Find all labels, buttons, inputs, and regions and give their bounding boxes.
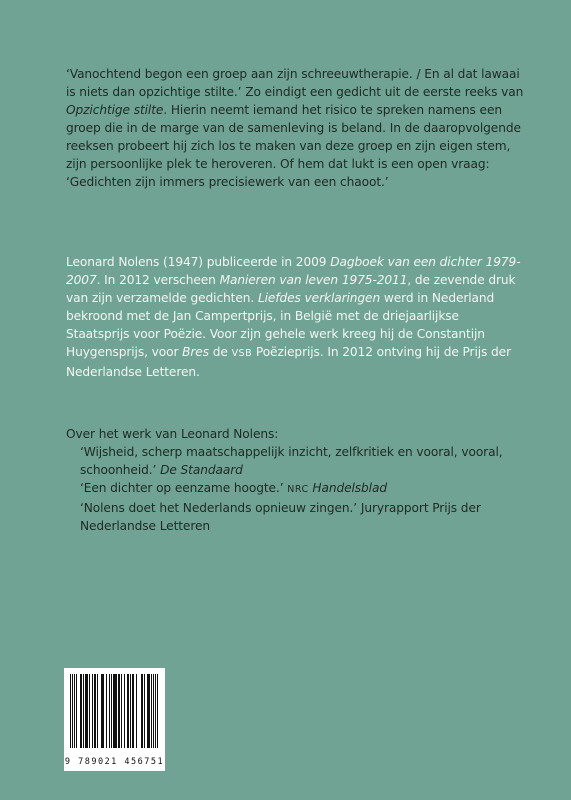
review-quote-3 <box>66 499 526 535</box>
bio-text-6: Poëzieprijs. In 2012 ontving hij de Prijs der Nederlandse Letteren. <box>66 345 511 379</box>
barcode-stripe <box>157 674 158 748</box>
bio-title-4: Bres <box>182 345 209 359</box>
review-quote-1 <box>66 443 526 479</box>
isbn-barcode <box>64 668 165 771</box>
barcode-bars <box>70 674 159 748</box>
blurb-text-rest: . Hierin neemt iemand het risico te spreken namens een groep die in de marge van de samenleving is beland. In de daaropvolgende reeksen probeert hij zich los te maken van deze groep en zijn eigen stem, zijn persoonlijke plek te heroveren. Of hem dat lukt is een open vraag: ‘Gedichten zijn immers precisiewerk van een chaoot.’ <box>66 103 521 189</box>
bio-text-3: , de zevende druk van zijn verzamelde gedichten. <box>66 273 516 305</box>
blurb-title-italic: Opzichtige stilte <box>66 103 164 117</box>
bio-text-5: de <box>208 345 232 359</box>
blurb-paragraph <box>66 65 526 191</box>
author-bio-paragraph <box>66 253 526 381</box>
barcode-number: 9 789021 456751 <box>64 757 165 767</box>
bio-title-2: Manieren van leven 1975-2011 <box>219 273 408 287</box>
bio-title-1: Dagboek van een dichter 1979-2007 <box>66 255 521 287</box>
review-2-source-caps: NRC <box>287 484 309 495</box>
review-2-text: ‘Een dichter op eenzame hoogte.’ <box>80 481 288 495</box>
bio-title-3: Liefdes verklaringen <box>257 291 381 305</box>
review-3-text: ‘Nolens doet het Nederlands opnieuw zingen.’ Juryrapport Prijs der Nederlandse Letteren <box>80 501 481 533</box>
bio-text-2: . In 2012 verscheen <box>96 273 220 287</box>
review-2-source: Handelsblad <box>308 481 387 495</box>
review-quote-2 <box>66 479 526 499</box>
review-1-text: ‘Wijsheid, scherp maatschappelijk inzicht, zelfkritiek en vooral, vooral, schoonheid.’ <box>80 445 503 477</box>
reviews-heading: Over het werk van Leonard Nolens: <box>66 427 279 441</box>
bio-text-4: werd in Nederland bekroond met de Jan Campertprijs, in België met de driejaarlijkse Staatsprijs voor Poëzie. Voor zijn gehele werk kreeg hij de Constantijn Huygensprijs, voor <box>66 291 495 359</box>
review-1-source: De Standaard <box>160 463 243 477</box>
bio-vsb-caps: VSB <box>231 348 253 359</box>
reviews-section <box>66 425 526 535</box>
blurb-text: ‘Vanochtend begon een groep aan zijn schreeuwtherapie. / En al dat lawaai is niets dan opzichtige stilte.’ Zo eindigt een gedicht uit de eerste reeks van <box>66 67 524 99</box>
bio-text-1: Leonard Nolens (1947) publiceerde in 2009 <box>66 255 331 269</box>
